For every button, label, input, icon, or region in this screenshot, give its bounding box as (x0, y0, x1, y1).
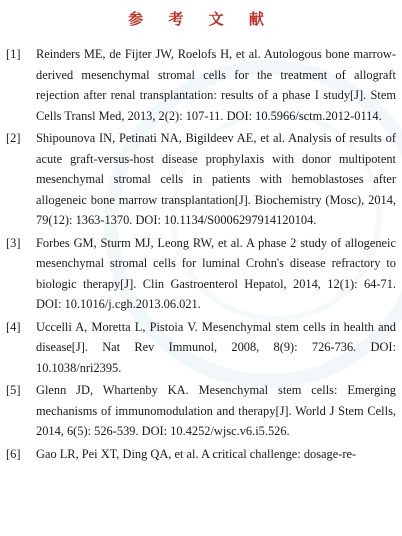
reference-number: [1] (6, 47, 21, 61)
reference-text: Reinders ME, de Fijter JW, Roelofs H, et al. Autologous bone marrow-derived mesenchymal stromal cells for the treatment of allograft rejection after renal transplantation: results of a phase I study[J]. Stem Cells Transl Med, 2013, 2(2): 107-11. DOI: 10.5966/sctm.2012-0114. (36, 47, 396, 123)
reference-text: Forbes GM, Sturm MJ, Leong RW, et al. A phase 2 study of allogeneic mesenchymal stromal cells for luminal Crohn's disease refractory to biologic therapy[J]. Clin Gastroenterol Hepatol, 2014, 12(1): 64-71. DOI: 10.1016/j.cgh.2013.06.021. (36, 235, 396, 311)
reference-item-3 (6, 233, 396, 315)
reference-number: [2] (6, 131, 21, 145)
reference-text: Shipounova IN, Petinati NA, Bigildeev AE, et al. Analysis of results of acute graft-versus-host disease prophylaxis with donor multipotent mesenchymal stromal cells in patients with hemoblastoses after allogeneic bone marrow transplantation[J]. Biochemistry (Mosc), 2014, 79(12): 1363-1370. DOI: 10.1134/S0006297914120104. (36, 131, 396, 227)
reference-text: Uccelli A, Moretta L, Pistoia V. Mesenchymal stem cells in health and disease[J]. Nat Rev Immunol, 2008, 8(9): 726-736. DOI: 10.1038/nri2395. (36, 319, 396, 375)
references-heading: 参 考 文 献 (128, 10, 274, 28)
reference-item-2 (6, 128, 396, 231)
reference-text: Gao LR, Pei XT, Ding QA, et al. A critical challenge: dosage-re- (36, 446, 357, 461)
reference-item-1 (6, 44, 396, 126)
reference-text: Glenn JD, Whartenby KA. Mesenchymal stem cells: Emerging mechanisms of immunomodulation and therapy[J]. World J Stem Cells, 2014, 6(5): 526-539. DOI: 10.4252/wjsc.v6.i5.526. (36, 383, 396, 438)
reference-number: [4] (6, 319, 21, 334)
reference-item-5 (6, 380, 396, 442)
reference-list (6, 44, 396, 466)
reference-number: [5] (6, 383, 21, 397)
reference-item-6 (6, 444, 396, 465)
reference-item-4 (6, 317, 396, 379)
reference-number: [6] (6, 446, 21, 461)
reference-number: [3] (6, 235, 21, 250)
